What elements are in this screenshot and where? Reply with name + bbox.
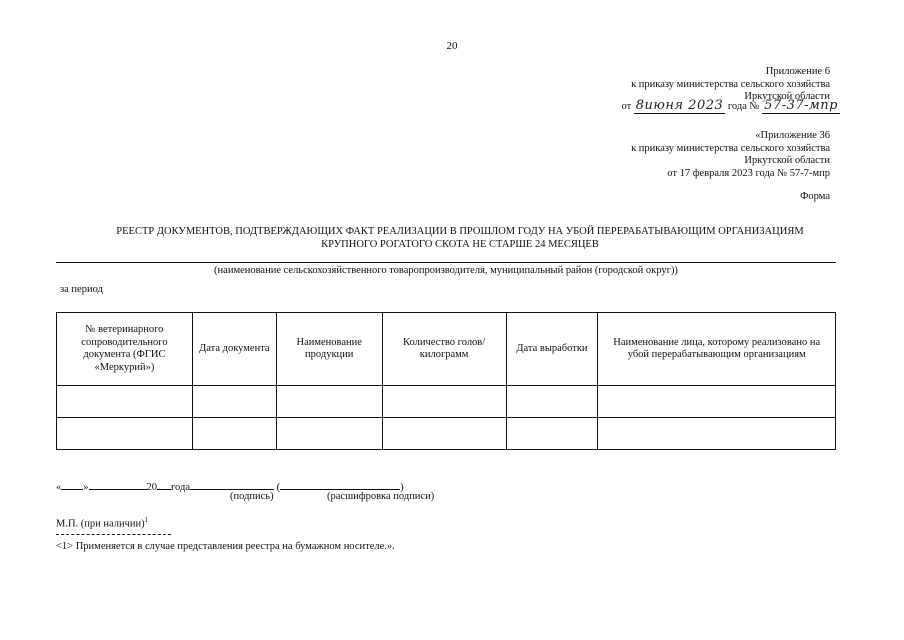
appendix-line-3: Иркутской области (744, 91, 830, 102)
table-cell[interactable] (598, 418, 836, 450)
year-word: года (171, 482, 190, 493)
table-cell[interactable] (192, 386, 276, 418)
header-buyer-name: Наименование лица, которому реализовано на убой перерабатывающим организациям (598, 313, 836, 386)
order-number-handwritten: 57-37-мпр (764, 98, 838, 113)
producer-caption: (наименование сельскохозяйственного товаропроизводителя, муниципальный район (городской округ)) (214, 265, 678, 276)
open-paren: ( (276, 482, 281, 493)
signature-decoding-field[interactable] (280, 479, 400, 490)
stamp-label (56, 514, 148, 531)
table-header-row (57, 313, 836, 386)
footnote-divider (56, 534, 171, 535)
close-quote: » (83, 482, 89, 493)
prev-appendix-line-3: Иркутской области (744, 155, 830, 166)
appendix-line-1: Приложение 6 (765, 66, 830, 77)
period-label: за период (60, 284, 103, 295)
footnote-text: <1> Применяется в случае представления реестра на бумажном носителе.». (56, 541, 395, 552)
day-field[interactable] (61, 479, 83, 490)
table-row (57, 386, 836, 418)
table-cell[interactable] (506, 418, 598, 450)
footnote-mark: 1 (144, 516, 149, 524)
registry-table (56, 312, 836, 450)
appendix-line-2: к приказу министерства сельского хозяйства (631, 78, 830, 90)
page-number: 20 (446, 40, 458, 52)
close-paren: ) (400, 482, 404, 493)
year-field[interactable] (157, 479, 171, 490)
table-cell[interactable] (57, 386, 193, 418)
table-cell[interactable] (192, 418, 276, 450)
century: 20 (146, 482, 157, 493)
header-product-name: Наименование продукции (276, 313, 382, 386)
producer-fill-line[interactable] (56, 262, 836, 263)
header-vet-document-number: № ветеринарного сопроводительного документа (ФГИС «Меркурий») (57, 313, 193, 386)
open-quote: « (56, 482, 62, 493)
form-label: Форма (800, 191, 830, 202)
order-year-word: года № (727, 101, 760, 112)
document-title (60, 226, 860, 251)
title-line-1: РЕЕСТР ДОКУМЕНТОВ, ПОДТВЕРЖДАЮЩИХ ФАКТ РЕАЛИЗАЦИИ В ПРОШЛОМ ГОДУ НА УБОЙ ПЕРЕРАБАТЫВАЮЩИМ ОРГАНИЗАЦИЯМ (116, 226, 804, 237)
table-cell[interactable] (382, 386, 506, 418)
table-row (57, 418, 836, 450)
prev-appendix-line-1: «Приложение 36 (755, 130, 830, 141)
prev-appendix-line-2: к приказу министерства сельского хозяйства (631, 142, 830, 154)
prev-appendix-line-4: от 17 февраля 2023 года № 57-7-мпр (667, 167, 830, 179)
order-date-handwritten: 8июня 2023 (635, 98, 724, 113)
header-quantity: Количество голов/килограмм (382, 313, 506, 386)
previous-appendix (530, 130, 830, 180)
table-cell[interactable] (276, 386, 382, 418)
signature-caption: (подпись) (230, 491, 274, 502)
title-line-2: КРУПНОГО РОГАТОГО СКОТА НЕ СТАРШЕ 24 МЕСЯЦЕВ (321, 238, 599, 250)
stamp-label-text: М.П. (при наличии) (56, 518, 145, 530)
order-line (621, 98, 840, 114)
table-cell[interactable] (506, 386, 598, 418)
table-cell[interactable] (276, 418, 382, 450)
order-prefix: от (621, 101, 632, 112)
header-production-date: Дата выработки (506, 313, 598, 386)
signature-decoding-caption: (расшифровка подписи) (327, 491, 435, 502)
table-cell[interactable] (382, 418, 506, 450)
table-cell[interactable] (57, 418, 193, 450)
table-cell[interactable] (598, 386, 836, 418)
header-document-date: Дата документа (192, 313, 276, 386)
month-field[interactable] (89, 479, 147, 490)
signature-field[interactable] (190, 479, 274, 490)
